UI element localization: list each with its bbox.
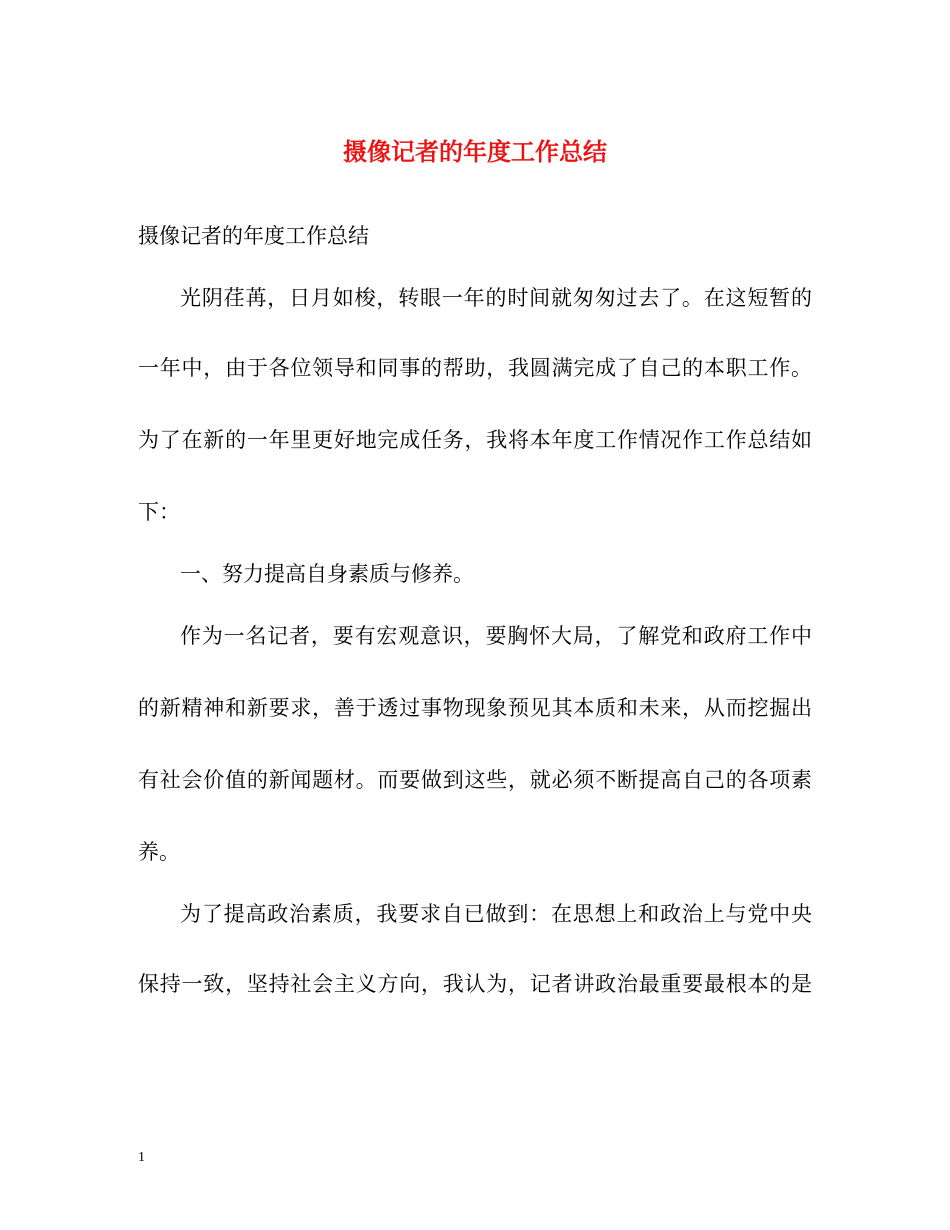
document-title: 摄像记者的年度工作总结: [343, 137, 607, 166]
paragraph-line: 为了提高政治素质，我要求自已做到：在思想上和政治上与党中央: [180, 902, 812, 926]
paragraph-line: 养。: [138, 840, 180, 864]
paragraph-line: 一年中，由于各位领导和同事的帮助，我圆满完成了自己的本职工作。: [138, 356, 812, 380]
paragraph-line: 为了在新的一年里更好地完成任务，我将本年度工作情况作工作总结如: [138, 428, 812, 452]
paragraph-line: 下：: [138, 500, 180, 524]
paragraph-line: 保持一致，坚持社会主义方向，我认为，记者讲政治最重要最根本的是: [138, 972, 812, 996]
section-heading: 一、努力提高自身素质与修养。: [180, 562, 474, 586]
paragraph-line: 的新精神和新要求，善于透过事物现象预见其本质和未来，从而挖掘出: [138, 696, 812, 720]
subtitle-line: 摄像记者的年度工作总结: [138, 224, 369, 248]
paragraph-line: 作为一名记者，要有宏观意识，要胸怀大局，了解党和政府工作中: [180, 624, 812, 648]
page-number: 1: [138, 1150, 145, 1165]
paragraph-line: 有社会价值的新闻题材。而要做到这些，就必须不断提高自己的各项素: [138, 768, 812, 792]
paragraph-line: 光阴荏苒，日月如梭，转眼一年的时间就匆匆过去了。在这短暂的: [180, 286, 812, 310]
